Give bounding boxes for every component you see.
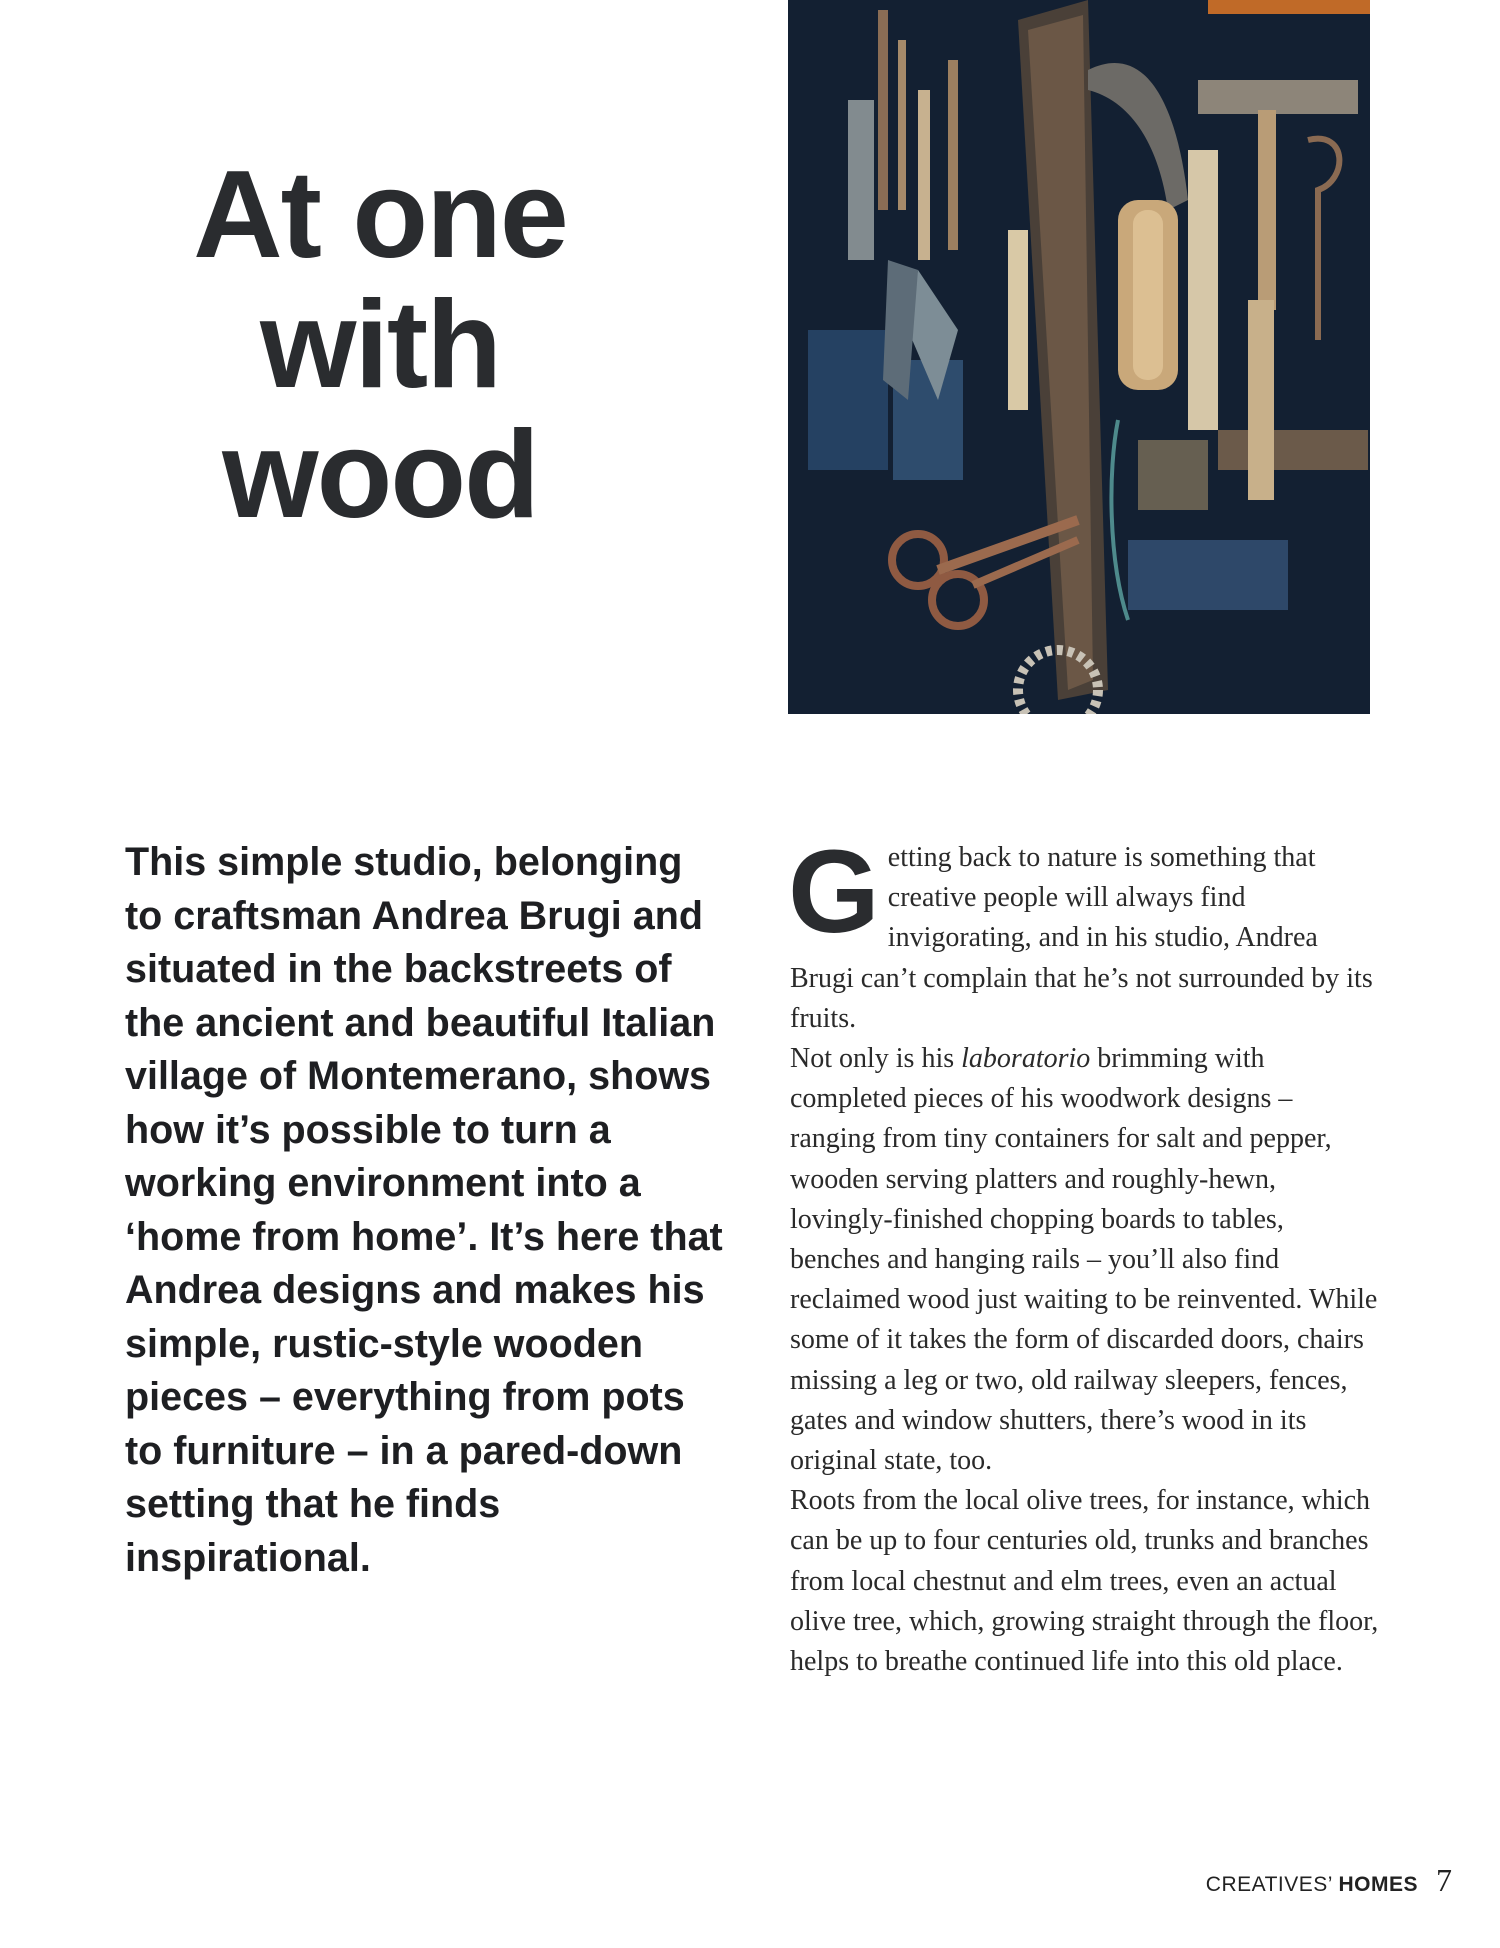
drop-cap: G — [788, 826, 880, 958]
tools-photo — [788, 0, 1370, 714]
body-paragraph-2 — [790, 1039, 1380, 1481]
body-paragraph-2-rest: brimming with completed pieces of his woodwork designs – ranging from tiny containers for salt and pepper, wooden serving platters and roughly-hewn, lovingly-finished chopping boards to tables, benches and hanging rails – you’ll also find reclaimed wood just waiting to be reinvented. While some of it takes the form of discarded doors, chairs missing a leg or two, old railway sleepers, fences, gates and window shutters, there’s wood in its original state, too. — [790, 1043, 1378, 1477]
body-paragraph-1: etting back to nature is something that creative people will always find invigorating, and in his studio, Andrea Brugi can’t complain that he’s not surrounded by its fruits. — [790, 842, 1373, 1034]
italic-term: laboratorio — [961, 1043, 1091, 1075]
body-paragraph-2-start: Not only is his — [790, 1043, 962, 1075]
page-number: 7 — [1436, 1862, 1452, 1898]
article-body — [788, 826, 1380, 1682]
body-paragraph-3: Roots from the local olive trees, for instance, which can be up to four centuries old, trunks and branches from local chestnut and elm trees, even an actual olive tree, which, growing straight through the floor, helps to breathe continued life into this old place. — [790, 1485, 1379, 1678]
section-name — [1206, 1873, 1418, 1897]
intro-standfirst: This simple studio, belonging to craftsman Andrea Brugi and situated in the backstreets of the ancient and beautiful Italian village of Montemerano, shows how it’s possible to turn a working environment into a ‘home from home’. It’s here that Andrea designs and makes his simple, rustic-style wooden pieces – everything from pots to furniture – in a pared-down setting that he finds inspirational. — [125, 840, 723, 1580]
page-footer — [1206, 1862, 1452, 1899]
section-name-bold: HOMES — [1338, 1873, 1418, 1896]
headline — [150, 146, 610, 544]
headline-line-1: At one — [193, 146, 567, 284]
section-name-light: CREATIVES’ — [1205, 1873, 1333, 1896]
headline-line-2: with — [260, 276, 500, 414]
headline-line-3: wood — [222, 406, 538, 544]
